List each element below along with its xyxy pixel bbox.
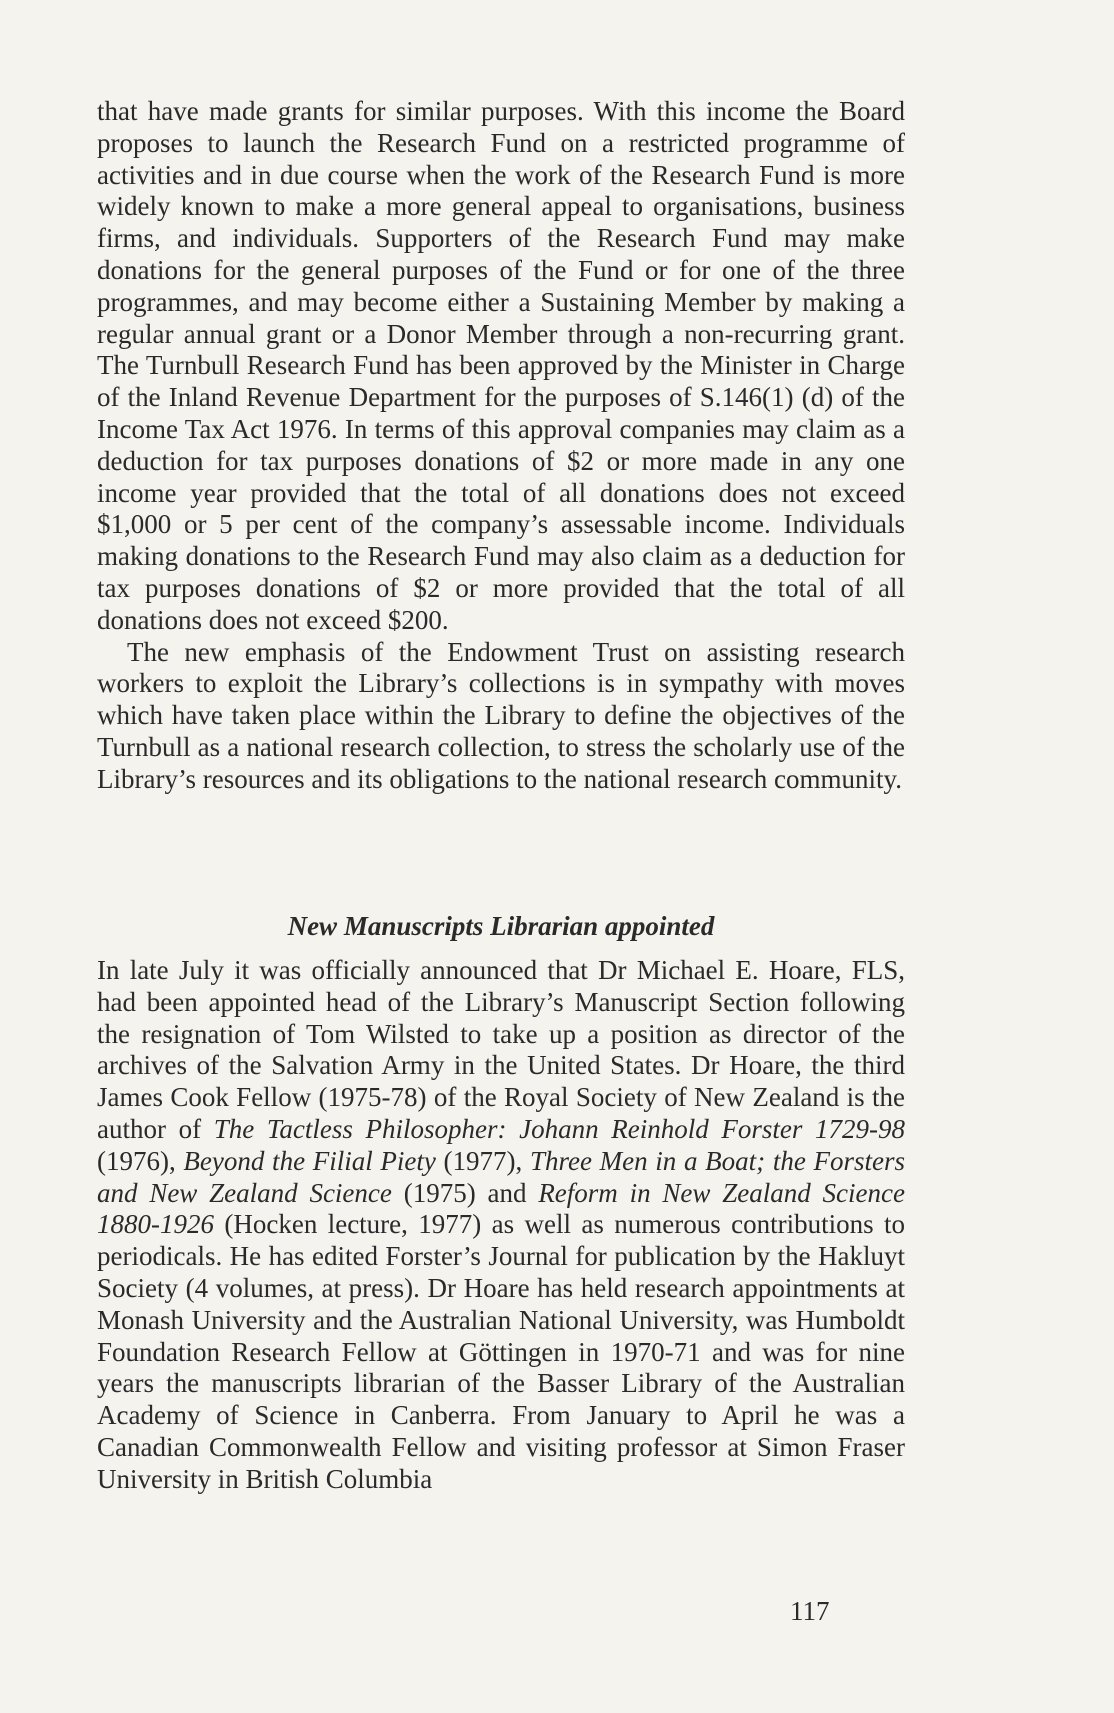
page-number: 117	[790, 1596, 830, 1626]
book-title: Three Men in a Boat; the Forsters and New Zealand Science	[97, 1145, 905, 1208]
paragraph-research-fund: that have made grants for similar purposes. With this income the Board proposes to launch the Research Fund on a restricted programme of activities and in due course when the work of the Research Fund is more widely known to make a more general appeal to organisations, business firms, and individuals. Supporters of the Research Fund may make donations for the general purposes of the Fund or for one of the three programmes, and may become either a Sustaining Member by making a regular annual grant or a Donor Member through a non-recurring grant. The Turnbull Research Fund has been approved by the Minister in Charge of the Inland Revenue Department for the purposes of S.146(1) (d) of the Income Tax Act 1976. In terms of this approval companies may claim as a deduction for tax purposes donations of $2 or more made in any one income year provided that the total of all donations does not exceed $1,000 or 5 per cent of the company’s assessable income. Individuals making donations to the Research Fund may also claim as a deduction for tax purposes donations of $2 or more provided that the total of all donations does not exceed $200.	[97, 96, 905, 635]
text-run: (1977),	[435, 1145, 530, 1176]
text-run: In late July it was officially announced that Dr Michael E. Hoare, FLS, had been appointed head of the Library’s Manuscript Section following the resignation of Tom Wilsted to take up a position as director of the archives of the Salvation Army in the United States. Dr Hoare, the third James Cook Fellow (1975-78) of the Royal Society of New Zealand is the author of	[97, 955, 905, 1144]
body-lower	[97, 955, 905, 1496]
book-title: Reform in New Zealand Science 1880-1926	[97, 1177, 905, 1240]
paragraph-endowment-trust: The new emphasis of the Endowment Trust on assisting research workers to exploit the Library’s collections is in sympathy with moves which have taken place within the Library to define the objectives of the Turnbull as a national research collection, to stress the scholarly use of the Library’s resources and its obligations to the national research community.	[97, 636, 905, 794]
book-title: The Tactless Philosopher: Johann Reinhold Forster 1729-98	[213, 1113, 905, 1144]
text-run: (1976),	[97, 1145, 184, 1176]
paragraph-manuscripts-librarian	[97, 955, 905, 1496]
book-title: Beyond the Filial Piety	[183, 1145, 436, 1176]
text-run: (Hocken lecture, 1977) as well as numerous contributions to periodicals. He has edited Forster’s Journal for publication by the Hakluyt Society (4 volumes, at press). Dr Hoare has held research appointments at Monash University and the Australian National University, was Humboldt Foundation Research Fellow at Göttingen in 1970-71 and was for nine years the manuscripts librarian of the Basser Library of the Australian Academy of Science in Canberra. From January to April he was a Canadian Commonwealth Fellow and visiting professor at Simon Fraser University in British Columbia	[97, 1209, 905, 1494]
body-upper	[97, 96, 905, 796]
section-heading: New Manuscripts Librarian appointed	[287, 911, 715, 941]
text-run: (1975) and	[391, 1177, 539, 1208]
